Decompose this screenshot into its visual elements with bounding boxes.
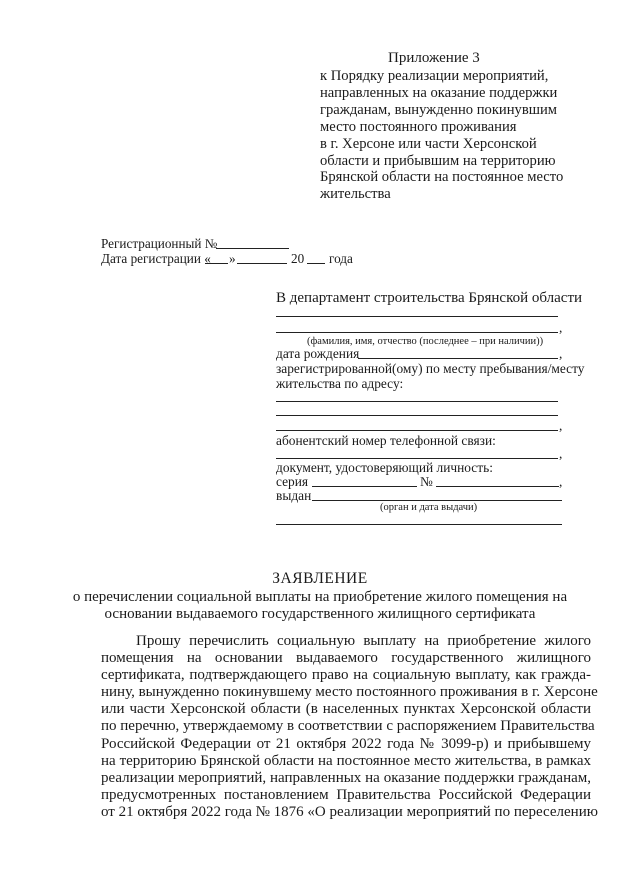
body-line: помещения на основании выдаваемого государственного жилищного <box>101 650 591 667</box>
phone-comma: , <box>559 446 563 461</box>
birth-date-line <box>358 358 558 359</box>
registration-number-line <box>216 248 289 249</box>
registration-number-label: Регистрационный № <box>101 236 218 251</box>
issued-hint: (орган и дата выдачи) <box>380 502 478 513</box>
phone-label: абонентский номер телефонной связи: <box>276 433 496 448</box>
body-line: от 21 октября 2022 года № 1876 «О реализации мероприятий по переселению <box>101 803 598 820</box>
body-line: Российской Федерации от 21 октября 2022 года № 3099-р) и прибывшему <box>101 735 591 752</box>
fio-hint: (фамилия, имя, отчество (последнее – при наличии)) <box>307 336 544 347</box>
phone-line <box>276 458 558 459</box>
address-line-3 <box>276 430 558 431</box>
series-label: серия <box>276 474 309 489</box>
fio-line-2 <box>276 332 558 333</box>
issued-line <box>312 500 562 501</box>
issued-label: выдан <box>276 488 312 503</box>
registered-label-1: зарегистрированной(ому) по месту пребывания/месту <box>276 361 585 376</box>
addressee-department: В департамент строительства Брянской области <box>276 290 583 306</box>
body-line: реализации мероприятий, направленных на оказание поддержки гражданам, <box>101 769 591 786</box>
fio-comma: , <box>559 320 563 335</box>
document-number-comma: , <box>559 474 563 489</box>
registration-year-line <box>307 263 325 264</box>
address-comma: , <box>559 418 563 433</box>
birth-date-label: дата рождения <box>276 346 360 361</box>
address-line-2 <box>276 415 558 416</box>
registration-date-mid: » <box>229 251 236 266</box>
issued-line-2 <box>276 524 562 525</box>
id-document-label: документ, удостоверяющий личность: <box>276 460 493 475</box>
annex-title: Приложение 3 <box>388 50 480 66</box>
birth-date-comma: , <box>559 346 563 361</box>
registered-label-2: жительства по адресу: <box>276 376 404 391</box>
document-number-line <box>436 486 559 487</box>
statement-title: ЗАЯВЛЕНИЕ <box>272 570 368 587</box>
body-line: Прошу перечислить социальную выплату на приобретение жилого <box>136 633 591 649</box>
statement-subtitle: о перечислении социальной выплаты на приобретение жилого помещения на основании выдаваемого государственного жилищного сертификата <box>72 589 568 622</box>
registration-day-line <box>205 263 228 264</box>
body-line: сертификата, подтверждающего право на социальную выплату, как гражда- <box>101 667 591 684</box>
address-line-1 <box>276 401 558 402</box>
registration-date-prefix: Дата регистрации « <box>101 251 211 266</box>
body-line: на территорию Брянской области на постоянное место жительства, в рамках <box>101 752 591 769</box>
fio-line-1 <box>276 316 558 317</box>
body-line: по перечню, утверждаемому в соответствии с распоряжением Правительства <box>101 718 595 735</box>
registration-month-line <box>237 263 287 264</box>
body-line: предусмотренных постановлением Правительства Российской Федерации <box>101 786 591 803</box>
body-line: или части Херсонской области (в населенных пунктах Херсонской области <box>101 701 591 718</box>
statement-body <box>101 633 598 821</box>
registration-year-prefix: 20 <box>291 251 305 266</box>
body-line: нину, вынужденно покинувшему место постоянного проживания в г. Херсоне <box>101 684 598 701</box>
number-sign: № <box>420 474 433 489</box>
annex-description: к Порядку реализации мероприятий, направленных на оказание поддержки гражданам, вынужденно покинувшим место постоянного проживания в г. Херсоне или части Херсонской области и прибывшим на территорию Брянской области на постоянное место жительства <box>320 68 564 203</box>
registration-date-suffix: года <box>329 251 353 266</box>
series-line <box>312 486 417 487</box>
